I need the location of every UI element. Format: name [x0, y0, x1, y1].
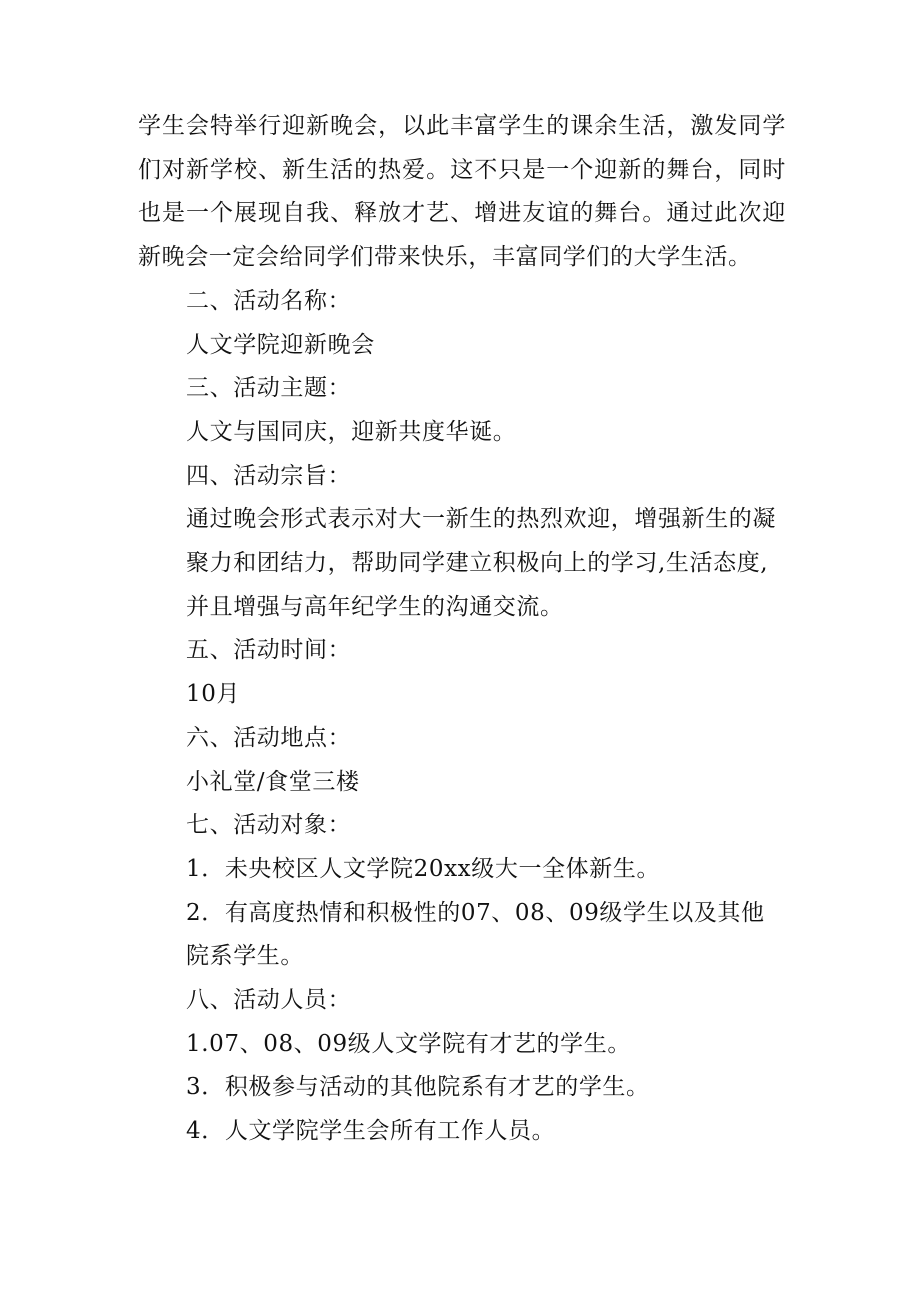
section-heading-staff: 八、活动人员： — [186, 987, 352, 1014]
section-heading-theme: 三、活动主题： — [186, 375, 352, 402]
section-heading-location: 六、活动地点： — [186, 724, 352, 751]
section-heading-purpose: 四、活动宗旨： — [186, 462, 352, 489]
section-content-name: 人文学院迎新晚会 — [186, 331, 375, 358]
section-heading-time: 五、活动时间： — [186, 637, 352, 664]
section-content-time: 10月 — [186, 681, 241, 708]
intro-paragraph: 学生会特举行迎新晚会，以此丰富学生的课余生活，激发同学们对新学校、新生活的热爱。这不只是一个迎新的舞台，同时也是一个展现自我、释放才艺、增进友谊的舞台。通过此次迎新晚会一定会给同学们带来快乐，丰富同学们的大学生活。 — [138, 113, 786, 271]
section-heading-name: 二、活动名称： — [186, 287, 352, 314]
intro-block — [138, 105, 786, 280]
section-item-audience-1: 1．未央校区人文学院20xx级大一全体新生。 — [186, 855, 661, 882]
section-item-staff-3: 3．积极参与活动的其他院系有才艺的学生。 — [186, 1074, 650, 1101]
section-item-audience-2: 2．有高度热情和积极性的07、08、09级学生以及其他院系学生。 — [186, 899, 765, 970]
section-heading-audience: 七、活动对象： — [186, 812, 352, 839]
section-content-location: 小礼堂/食堂三楼 — [186, 768, 360, 795]
section-content-purpose: 通过晚会形式表示对大一新生的热烈欢迎，增强新生的凝聚力和团结力，帮助同学建立积极向上的学习,生活态度,并且增强与高年纪学生的沟通交流。 — [186, 506, 776, 620]
document-page — [138, 105, 786, 1154]
section-item-staff-4: 4．人文学院学生会所有工作人员。 — [186, 1118, 556, 1145]
section-content-theme: 人文与国同庆，迎新共度华诞。 — [186, 418, 517, 445]
section-item-staff-1: 1.07、08、09级人文学院有才艺的学生。 — [186, 1030, 631, 1057]
